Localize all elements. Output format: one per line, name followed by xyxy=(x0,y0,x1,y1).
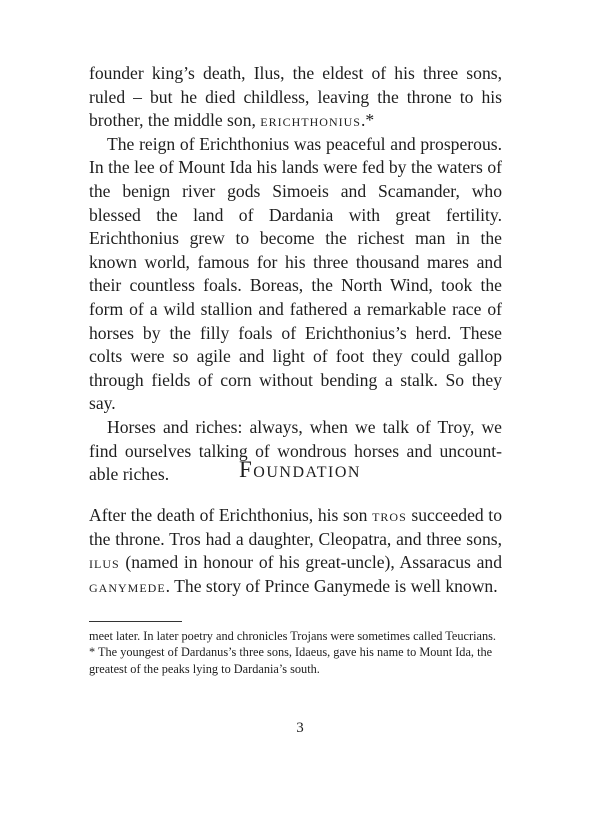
page-number: 3 xyxy=(296,720,304,736)
foundation-text-3: (named in honour of his great-uncle), Assaracus and xyxy=(119,552,502,573)
foundation-paragraph xyxy=(89,504,502,598)
paragraph-3: Horses and riches: always, when we talk of Troy, we find ourselves talking of wondrous horses and uncount-able riches. xyxy=(89,416,502,485)
foundation-text xyxy=(89,504,502,598)
foundation-text-1: After the death of Erichthonius, his son xyxy=(89,505,373,525)
name-erichthonius: erichthonius xyxy=(260,110,361,131)
paragraph-2: The reign of Erichthonius was peaceful and prosperous. In the lee of Mount Ida his lands were fed by the waters of the benign river gods Simoeis and Scamander, who blessed the land of Dardania with great fertility. Erichthonius grew to become the richest man in the known world, famous for his three thousand mares and their countless foals. Boreas, the North Wind, took the form of a wild stallion and fathered a remarkable race of horses by the filly foals of Erichthonius’s herd. These colts were so agile and light of foot they could gallop through fields of corn without bending a stalk. So they say. xyxy=(89,133,502,414)
footnote-star: * The youngest of Dardanus’s three sons, Idaeus, gave his name to Mount Ida, the greatest of the peaks lying to Dardania’s south. xyxy=(89,645,493,676)
foundation-text-4: . The story of Prince Ganymede is well known. xyxy=(165,575,498,596)
name-tros: tros xyxy=(372,505,407,525)
name-ilus: ilus xyxy=(89,552,120,573)
paragraph-1 xyxy=(89,62,502,133)
footnote-divider xyxy=(89,621,182,622)
footnote-continued: meet later. In later poetry and chronicles Trojans were sometimes called Teucrians. xyxy=(89,629,496,643)
section-heading: Foundation xyxy=(238,457,361,482)
footnotes xyxy=(89,628,502,677)
foundation-text-2: succeeded to the throne. Tros had a daughter, Cleopatra, and three sons, xyxy=(89,505,502,549)
footnote-marker: .* xyxy=(360,110,375,131)
paragraph-1-text: founder king’s death, Ilus, the eldest of his three sons, ruled – but he died childless, leaving the throne to his brother, the middle son, xyxy=(89,63,502,131)
body-text xyxy=(89,62,502,487)
name-ganymede: ganymede xyxy=(89,575,166,596)
